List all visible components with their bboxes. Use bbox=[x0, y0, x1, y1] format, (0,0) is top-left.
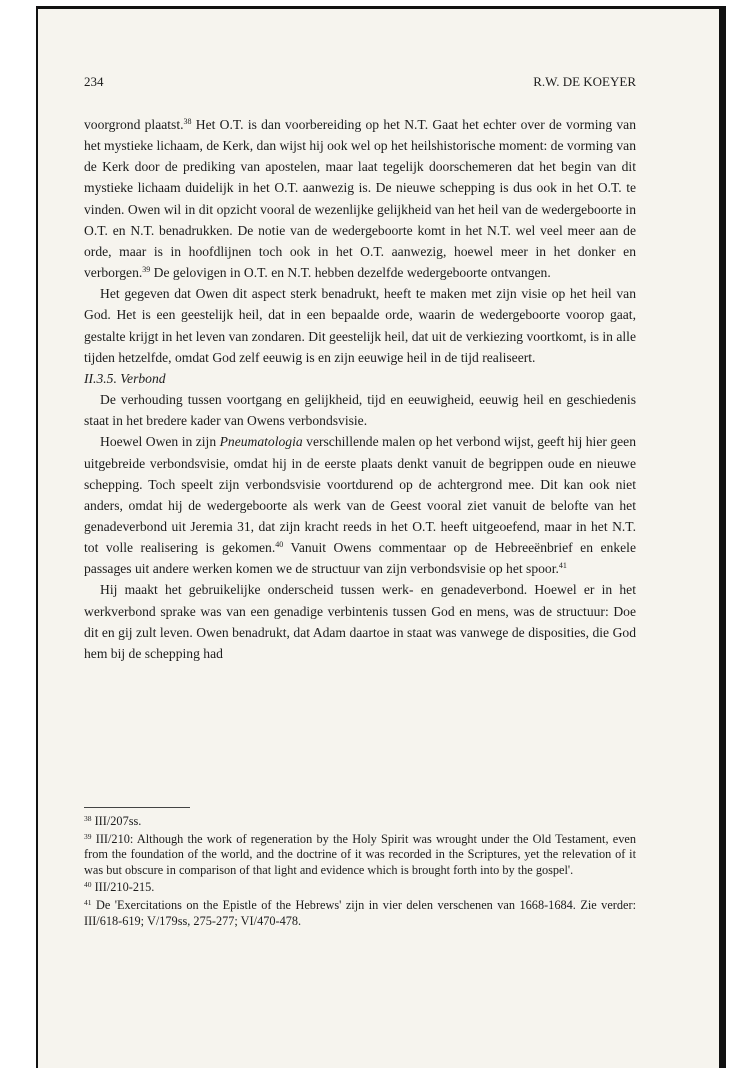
footnote: $^{38}$ III/207ss. bbox=[84, 814, 142, 828]
footnote-ref: 39 bbox=[142, 265, 151, 275]
paragraph: voorgrond plaatst.$^{38}$ Het O.T. is dan voorbereiding op het N.T. Gaat het echter over de vorming van het mystieke lichaam, de Kerk, dan wijst hij ook wel op het heilshistorische moment: de vorming van de Kerk door de prediking van apostelen, maar laat tegelijk doorschemeren dat het begin van dit mystieke lichaam duidelijk in het O.T. aanwezig is. De nieuwe schepping is dus ook in het O.T. te vinden. Owen wil in dit opzicht vooral de wezenlijke gelijkheid van het heil van de wedergeboorte in O.T. en N.T. benadrukken. De notie van de wedergeboorte komt in het N.T. wel veel meer aan de orde, maar is in hoofdlijnen toch ook in het O.T. aanwezig, hoewel meer in het donker en verborgen.$^{39}$ De gelovigen in O.T. en N.T. hebben dezelfde wedergeboorte ontvangen. bbox=[84, 117, 637, 281]
footnote: $^{41}$ De 'Exercitations on the Epistle of the Hebrews' zijn in vier delen verschenen van 1668-1684. Zie verder: III/618-619; V/179ss, 275-277; VI/470-478. bbox=[84, 897, 637, 928]
section-heading: II.3.5. Verbond bbox=[84, 370, 166, 386]
footnotes bbox=[84, 814, 636, 931]
footnote-ref: 41 bbox=[558, 561, 567, 571]
body-text bbox=[84, 114, 636, 664]
footnote-ref: 38 bbox=[183, 117, 192, 126]
footnote: $^{39}$ III/210: Although the work of regeneration by the Holy Spirit was wrought under the Old Testament, even from the foundation of the world, and the doctrine of it was recorded in the Scriptures, yet the relevation of it was but obscure in comparison of that light and evidence which is brought forth into by the gospel'. bbox=[84, 831, 636, 877]
running-title: R.W. DE KOEYER bbox=[533, 74, 636, 89]
paragraph: Hoewel Owen in zijn Pneumatologia verschillende malen op het verbond wijst, geeft hij hier geen uitgebreide verbondsvisie, omdat hij in de eerste plaats denkt vanuit de begrippen oude en nieuwe schepping. Toch speelt zijn verbondsvisie voortdurend op de achtergrond mee. Dit kan ook niet anders, omdat hij de wedergeboorte als werk van de Geest vooral ziet vanuit de belofte van het genadeverbond uit Jeremia 31, dat zijn kracht reeds in het O.T. heeft uitgeoefend, maar in het N.T. tot volle realisering is gekomen.$^{40}$ Vanuit Owens commentaar op de Hebreeënbrief en enkele passages uit andere werken komen we de structuur van zijn verbondsvisie op het spoor.$^{41}$ bbox=[84, 434, 637, 577]
paragraph: De verhouding tussen voortgang en gelijkheid, tijd en eeuwigheid, eeuwig heil en geschiedenis staat in het bredere kader van Owens verbondsvisie. bbox=[84, 392, 636, 429]
page-number: 234 bbox=[84, 74, 104, 89]
page-header bbox=[84, 74, 636, 90]
paragraph: Hij maakt het gebruikelijke onderscheid tussen werk- en genadeverbond. Hoewel er in het werkverbond sprake was van een genadige verbintenis tussen God en mens, was de structuur: Doe dit en gij zult leven. Owen benadrukt, dat Adam daartoe in staat was vanwege de disposities, die God hem bij de schepping had bbox=[84, 582, 636, 661]
footnote-ref: 40 bbox=[275, 540, 284, 550]
footnote-divider bbox=[84, 807, 190, 808]
footnote: $^{40}$ III/210-215. bbox=[84, 880, 155, 895]
paragraph: Het gegeven dat Owen dit aspect sterk benadrukt, heeft te maken met zijn visie op het heil van God. Het is een geestelijk heil, dat in een bepaalde orde, waarin de wedergeboorte voorop gaat, gestalte krijgt in het leven van zondaren. Dit geestelijk heil, dat uit de verkiezing voortkomt, is in alle tijden hetzelfde, omdat God zelf eeuwig is en zijn eeuwige heil in de tijd realiseert. bbox=[84, 286, 636, 365]
